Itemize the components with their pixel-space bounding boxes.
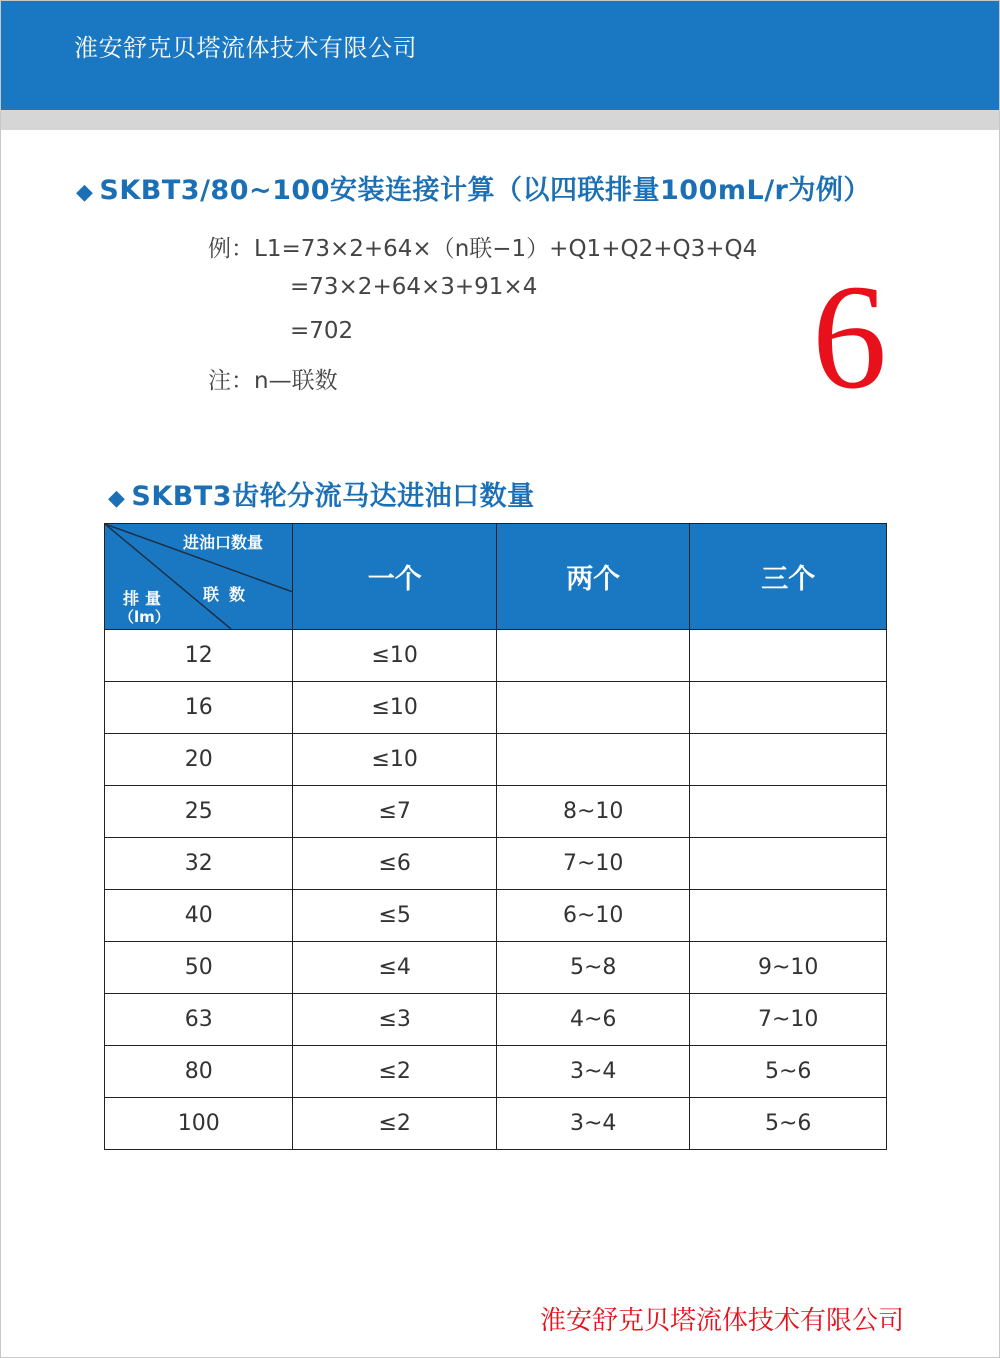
cell-displacement: 32 bbox=[105, 838, 293, 890]
page-number: 6 bbox=[812, 254, 887, 420]
corner-label-displacement: 排量 bbox=[123, 589, 168, 608]
cell-three-ports bbox=[690, 630, 887, 682]
cell-three-ports: 7~10 bbox=[690, 994, 887, 1046]
cell-displacement: 100 bbox=[105, 1098, 293, 1150]
table-row bbox=[105, 942, 887, 994]
column-header-one: 一个 bbox=[293, 524, 496, 630]
cell-two-ports: 6~10 bbox=[496, 890, 690, 942]
cell-displacement: 40 bbox=[105, 890, 293, 942]
corner-label-unit: （lm） bbox=[119, 608, 170, 626]
table-row bbox=[105, 786, 887, 838]
table-row bbox=[105, 682, 887, 734]
cell-two-ports: 3~4 bbox=[496, 1046, 690, 1098]
formula-line-1: 例：L1=73×2+64×（n联−1）+Q1+Q2+Q3+Q4 bbox=[208, 236, 758, 262]
cell-displacement: 12 bbox=[105, 630, 293, 682]
table-row bbox=[105, 734, 887, 786]
header-company-name: 淮安舒克贝塔流体技术有限公司 bbox=[74, 34, 417, 62]
section-title-ports bbox=[108, 474, 535, 513]
cell-one-port: ≤10 bbox=[293, 630, 496, 682]
cell-displacement: 16 bbox=[105, 682, 293, 734]
cell-three-ports: 9~10 bbox=[690, 942, 887, 994]
cell-two-ports bbox=[496, 630, 690, 682]
cell-two-ports bbox=[496, 734, 690, 786]
section-title-install-text: SKBT3/80~100安装连接计算（以四联排量100mL/r为例） bbox=[99, 175, 871, 206]
cell-two-ports: 7~10 bbox=[496, 838, 690, 890]
cell-three-ports bbox=[690, 786, 887, 838]
column-header-three: 三个 bbox=[690, 524, 887, 630]
cell-two-ports: 5~8 bbox=[496, 942, 690, 994]
cell-displacement: 63 bbox=[105, 994, 293, 1046]
cell-one-port: ≤7 bbox=[293, 786, 496, 838]
cell-two-ports: 8~10 bbox=[496, 786, 690, 838]
header-divider bbox=[0, 110, 1000, 130]
cell-displacement: 20 bbox=[105, 734, 293, 786]
cell-one-port: ≤10 bbox=[293, 734, 496, 786]
table-row bbox=[105, 1098, 887, 1150]
table-row bbox=[105, 838, 887, 890]
formula-line-2: =73×2+64×3+91×4 bbox=[290, 274, 538, 300]
column-header-two: 两个 bbox=[496, 524, 690, 630]
corner-label-ports: 进油口数量 bbox=[183, 533, 264, 552]
diamond-bullet-icon: ◆ bbox=[108, 486, 126, 511]
footer-company-name: 淮安舒克贝塔流体技术有限公司 bbox=[540, 1306, 905, 1336]
cell-one-port: ≤2 bbox=[293, 1046, 496, 1098]
cell-three-ports bbox=[690, 682, 887, 734]
table-corner-cell bbox=[105, 524, 293, 630]
cell-one-port: ≤6 bbox=[293, 838, 496, 890]
cell-three-ports: 5~6 bbox=[690, 1046, 887, 1098]
cell-three-ports bbox=[690, 734, 887, 786]
diamond-bullet-icon: ◆ bbox=[76, 180, 94, 205]
section-title-install bbox=[76, 168, 871, 207]
cell-displacement: 80 bbox=[105, 1046, 293, 1098]
cell-displacement: 25 bbox=[105, 786, 293, 838]
cell-three-ports bbox=[690, 838, 887, 890]
cell-one-port: ≤2 bbox=[293, 1098, 496, 1150]
cell-two-ports: 4~6 bbox=[496, 994, 690, 1046]
cell-one-port: ≤5 bbox=[293, 890, 496, 942]
cell-one-port: ≤4 bbox=[293, 942, 496, 994]
table-row bbox=[105, 994, 887, 1046]
cell-three-ports bbox=[690, 890, 887, 942]
header-bar bbox=[0, 0, 1000, 110]
formula-note: 注：n—联数 bbox=[208, 368, 338, 394]
formula-line-3: =702 bbox=[290, 318, 354, 344]
cell-two-ports bbox=[496, 682, 690, 734]
table-row bbox=[105, 630, 887, 682]
table-header-row bbox=[105, 524, 887, 630]
cell-two-ports: 3~4 bbox=[496, 1098, 690, 1150]
cell-displacement: 50 bbox=[105, 942, 293, 994]
corner-label-sections: 联数 bbox=[203, 585, 256, 604]
table-row bbox=[105, 1046, 887, 1098]
cell-three-ports: 5~6 bbox=[690, 1098, 887, 1150]
cell-one-port: ≤10 bbox=[293, 682, 496, 734]
section-title-ports-text: SKBT3齿轮分流马达进油口数量 bbox=[131, 481, 535, 512]
cell-one-port: ≤3 bbox=[293, 994, 496, 1046]
table-row bbox=[105, 890, 887, 942]
ports-table bbox=[104, 523, 887, 1150]
